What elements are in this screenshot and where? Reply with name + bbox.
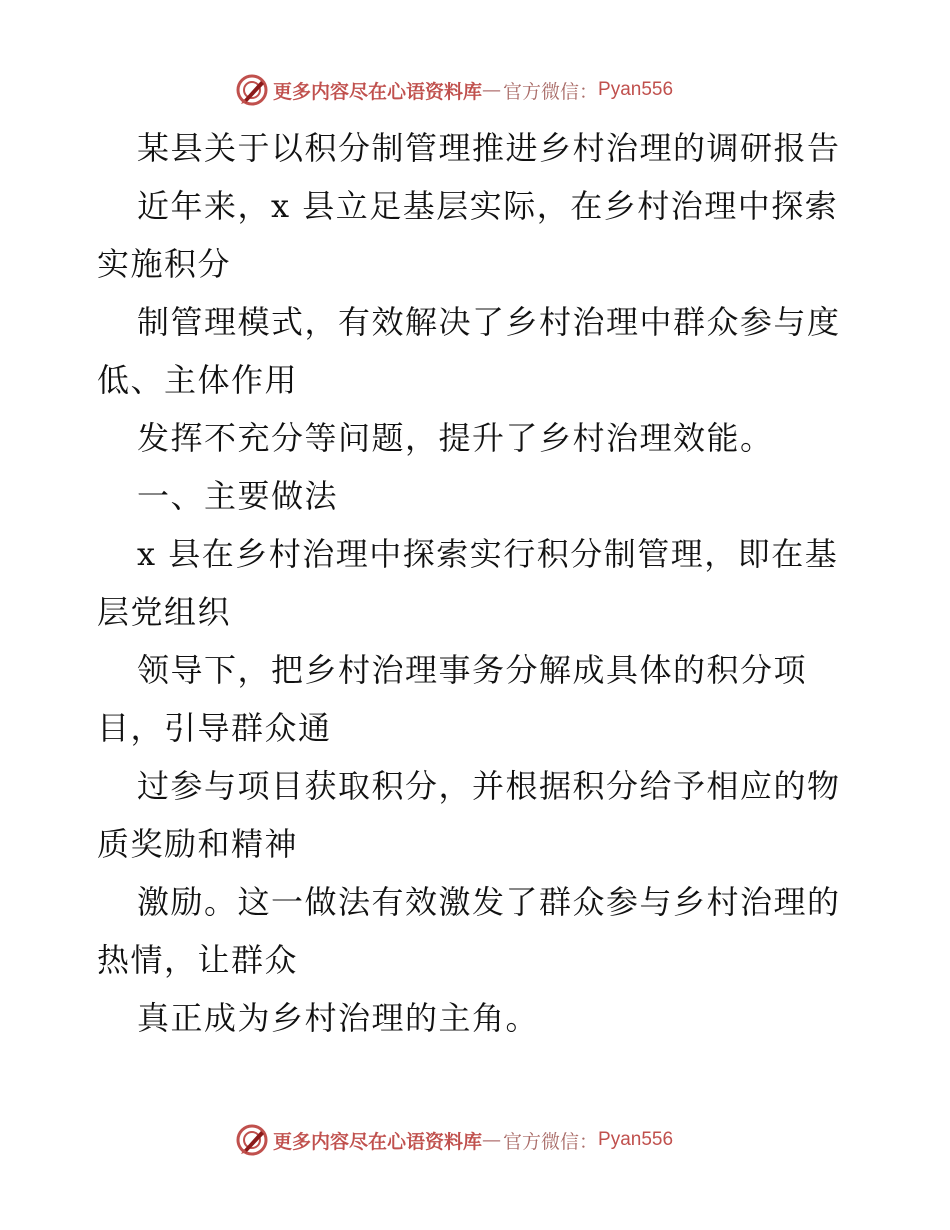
text-line: 领导下，把乡村治理事务分解成具体的积分项 <box>137 651 808 689</box>
text-line: 低、主体作用 <box>97 361 299 399</box>
watermark-footer <box>235 1122 673 1158</box>
text-line: x 县在乡村治理中探索实行积分制管理，即在基 <box>137 535 839 573</box>
text-line: 发挥不充分等问题，提升了乡村治理效能。 <box>137 419 774 457</box>
watermark-main-text: 更多内容尽在心语资料库 <box>273 80 483 103</box>
pen-logo-icon <box>235 1123 269 1157</box>
text-line: 过参与项目获取积分，并根据积分给予相应的物 <box>137 767 841 805</box>
text-line: 制管理模式，有效解决了乡村治理中群众参与度 <box>137 303 841 341</box>
text-line: 热情，让群众 <box>97 941 299 979</box>
watermark-header <box>235 72 673 108</box>
watermark-main-text: 更多内容尽在心语资料库 <box>273 1130 483 1153</box>
pen-logo-icon <box>235 73 269 107</box>
document-body <box>97 119 857 1047</box>
document-title: 某县关于以积分制管理推进乡村治理的调研报告 <box>137 129 841 167</box>
text-line: 目，引导群众通 <box>97 709 332 747</box>
watermark-wechat-id: Pyan556 <box>598 1129 674 1150</box>
text-line: 真正成为乡村治理的主角。 <box>137 999 540 1037</box>
watermark-wechat-id: Pyan556 <box>598 79 674 100</box>
watermark-official-label: 官方微信： <box>503 1130 599 1153</box>
section-heading: 一、主要做法 <box>137 477 339 515</box>
watermark-dash: — <box>482 79 502 101</box>
watermark-dash: — <box>482 1129 502 1151</box>
text-line: 实施积分 <box>97 245 232 283</box>
text-line: 近年来，x 县立足基层实际，在乡村治理中探索 <box>137 187 839 225</box>
text-line: 质奖励和精神 <box>97 825 299 863</box>
text-line: 激励。这一做法有效激发了群众参与乡村治理的 <box>137 883 841 921</box>
text-line: 层党组织 <box>97 593 232 631</box>
watermark-official-label: 官方微信： <box>503 80 599 103</box>
